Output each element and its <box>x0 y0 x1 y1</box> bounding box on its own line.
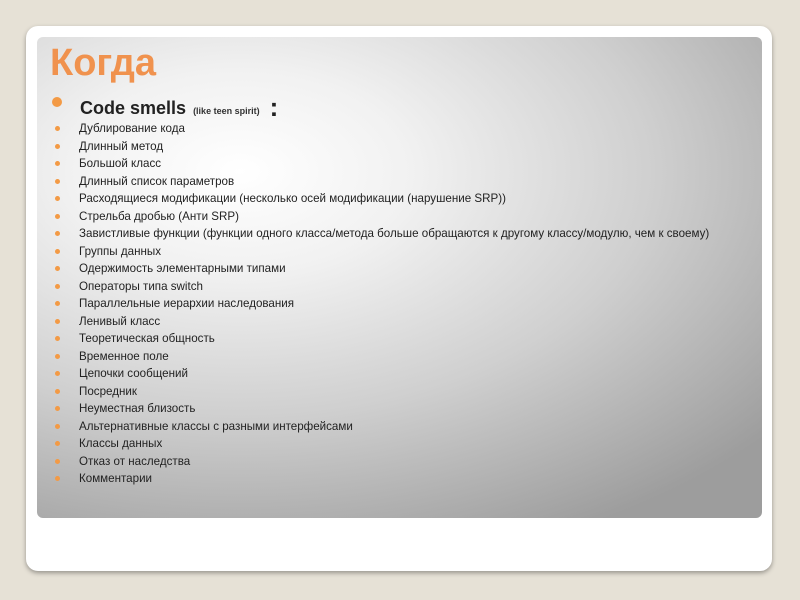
list-item-text: Группы данных <box>79 244 161 258</box>
list-item <box>55 365 745 383</box>
list-item-text: Теоретическая общность <box>79 332 215 345</box>
bullet-icon <box>55 144 60 149</box>
bullet-icon <box>55 126 60 131</box>
bullet-icon <box>55 336 60 341</box>
list-item <box>55 155 745 173</box>
bullet-icon <box>55 161 60 166</box>
list-item-text: Длинный список параметров <box>79 174 235 188</box>
list-item <box>55 383 745 401</box>
list-item <box>55 453 745 471</box>
list-item <box>55 138 745 156</box>
slide-heading <box>80 92 279 122</box>
bullet-icon <box>55 301 60 306</box>
bullet-icon <box>55 284 60 289</box>
bullet-icon <box>55 214 60 219</box>
list-item-text: Завистливые функции (функции одного класса/метода больше обращаются к другому классу/модулю, чем к своему) <box>79 227 710 240</box>
bullet-icon <box>55 231 60 236</box>
bullet-icon <box>55 406 60 411</box>
list-item-text: Временное поле <box>79 349 169 363</box>
list-item <box>55 435 745 453</box>
list-item-text: Отказ от наследства <box>79 454 191 468</box>
bullet-icon <box>55 476 60 481</box>
list-item <box>55 173 745 191</box>
bullet-icon <box>55 249 60 254</box>
code-smells-list <box>55 120 745 488</box>
list-item <box>55 120 745 138</box>
list-item <box>55 313 745 331</box>
bullet-icon <box>55 441 60 446</box>
list-item <box>55 330 745 348</box>
list-item-text: Длинный метод <box>79 139 164 153</box>
bullet-icon <box>55 196 60 201</box>
list-item-text: Параллельные иерархии наследования <box>79 297 295 310</box>
list-item <box>55 400 745 418</box>
list-item-text: Дублирование кода <box>79 122 185 135</box>
list-item <box>55 225 745 243</box>
heading-colon: : <box>269 92 279 122</box>
list-item <box>55 348 745 366</box>
list-item-text: Ленивый класс <box>79 314 161 328</box>
slide-title: Когда <box>50 42 157 84</box>
list-item-text: Посредник <box>79 384 137 398</box>
list-item <box>55 190 745 208</box>
list-item <box>55 418 745 436</box>
list-item-text: Операторы типа switch <box>79 279 203 293</box>
list-item <box>55 243 745 261</box>
bullet-icon <box>52 97 62 107</box>
bullet-icon <box>55 459 60 464</box>
heading-text: Code smells <box>80 98 187 118</box>
list-item-text: Комментарии <box>79 472 153 485</box>
list-item <box>55 278 745 296</box>
list-item <box>55 295 745 313</box>
list-item-text: Большой класс <box>79 157 162 170</box>
list-item <box>55 260 745 278</box>
list-item <box>55 208 745 226</box>
bullet-icon <box>55 179 60 184</box>
bullet-icon <box>55 319 60 324</box>
bullet-icon <box>55 266 60 271</box>
list-item-text: Расходящиеся модификации (несколько осей модификации (нарушение SRP)) <box>79 192 506 205</box>
bullet-icon <box>55 354 60 359</box>
list-item-text: Одержимость элементарными типами <box>79 262 286 275</box>
list-item-text: Неуместная близость <box>79 402 196 415</box>
list-item-text: Альтернативные классы с разными интерфейсами <box>79 419 353 433</box>
list-item <box>55 470 745 488</box>
list-item-text: Стрельба дробью (Анти SRP) <box>79 209 240 223</box>
heading-note: (like teen spirit) <box>193 106 260 116</box>
bullet-icon <box>55 389 60 394</box>
list-item-text: Классы данных <box>79 437 163 450</box>
bullet-icon <box>55 424 60 429</box>
bullet-icon <box>55 371 60 376</box>
list-item-text: Цепочки сообщений <box>79 367 188 380</box>
